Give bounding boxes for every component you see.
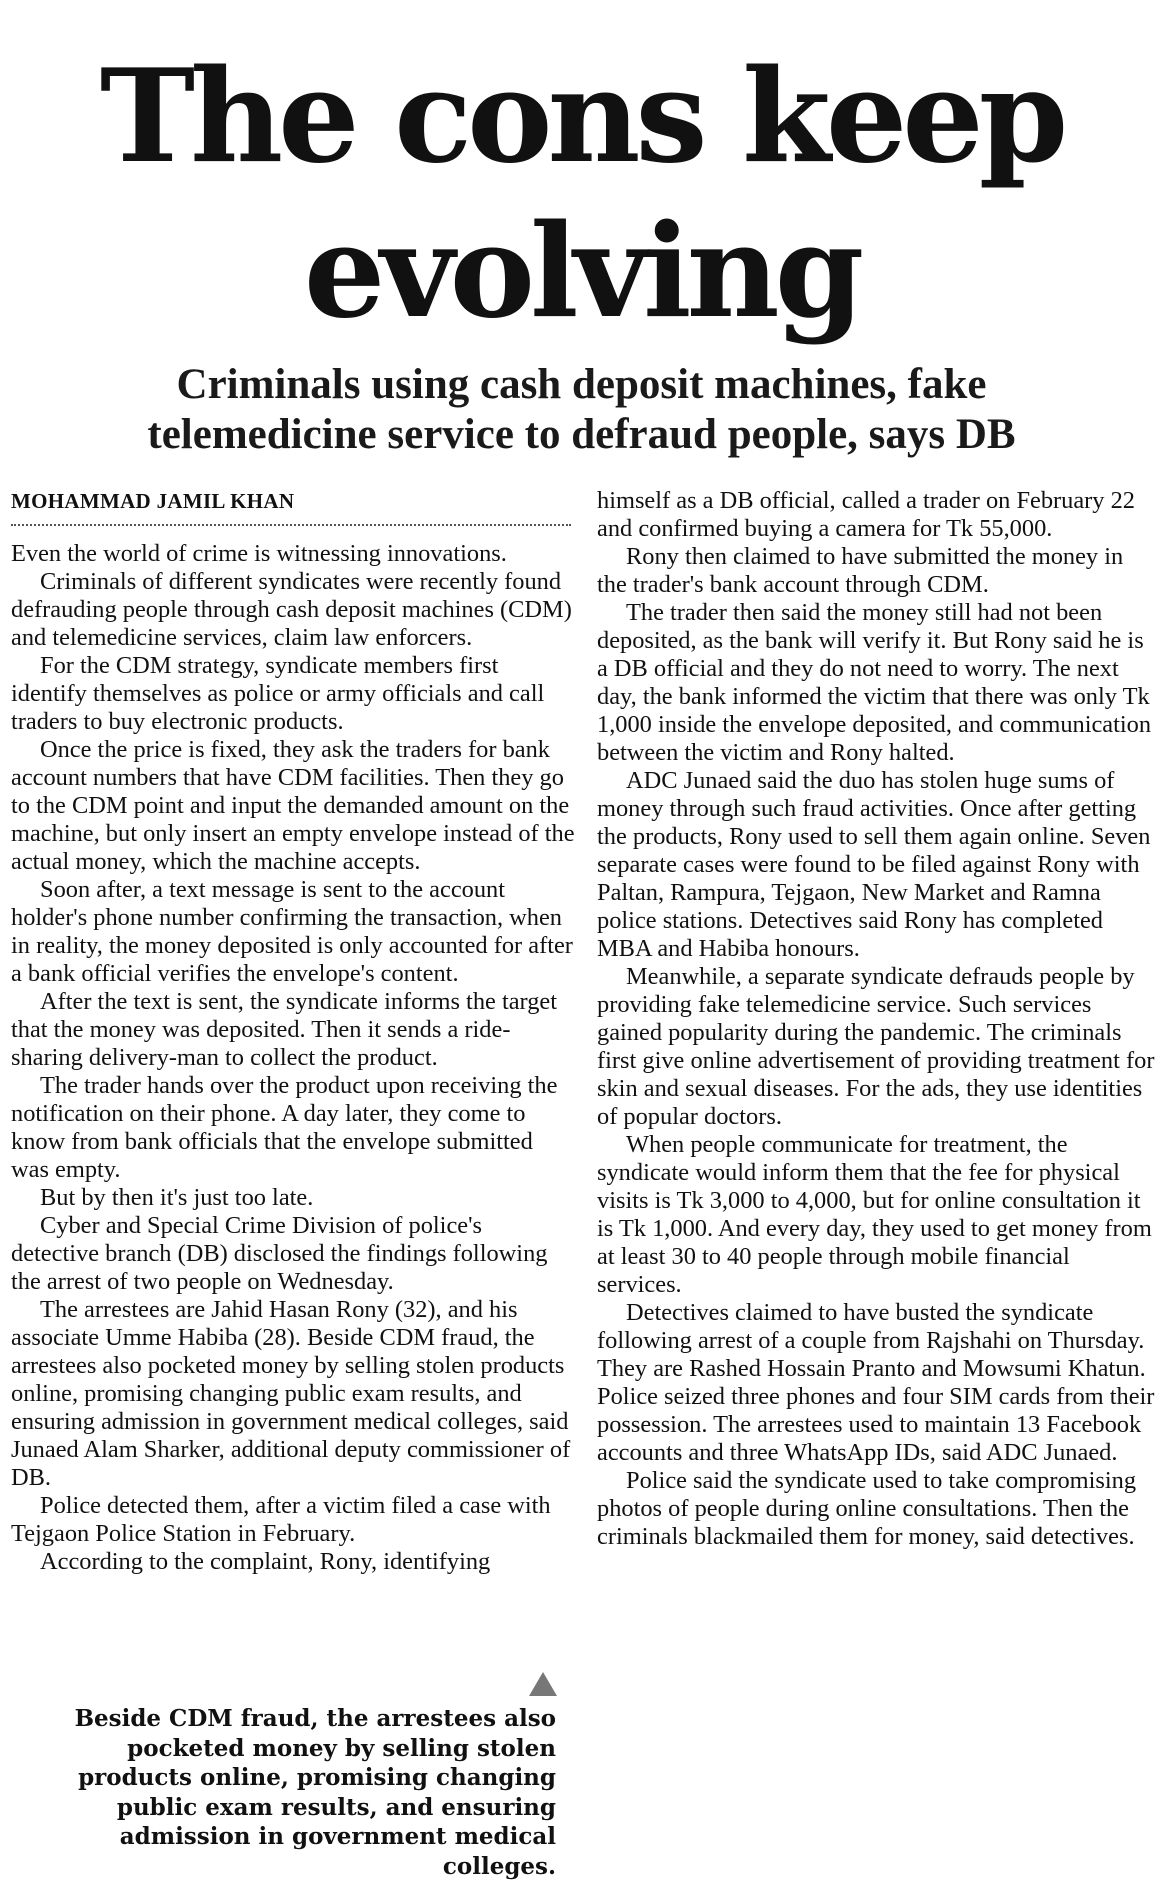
paragraph: According to the complaint, Rony, identifying (40, 1548, 491, 1575)
paragraph: The trader hands over the product upon receiving the notification on their phone. A day later, they come to know from bank officials that the envelope submitted was empty. (11, 1072, 558, 1183)
pull-quote: Beside CDM fraud, the arrestees also pocketed money by selling stolen products online, promising changing public exam results, and ensuring admission in government medical colleges. (74, 1705, 556, 1880)
article-column-right (597, 487, 1157, 1551)
triangle-up-icon (529, 1672, 557, 1696)
headline-line-1: The cons keep (99, 42, 1064, 192)
paragraph: Even the world of crime is witnessing innovations. (11, 540, 507, 567)
paragraph: But by then it's just too late. (40, 1184, 314, 1211)
paragraph: Cyber and Special Crime Division of police's detective branch (DB) disclosed the findings following the arrest of two people on Wednesday. (11, 1212, 548, 1295)
byline: MOHAMMAD JAMIL KHAN (11, 489, 295, 513)
byline-divider (11, 524, 571, 526)
paragraph: After the text is sent, the syndicate informs the target that the money was deposited. Then it sends a ride-sharing delivery-man to collect the product. (11, 988, 558, 1071)
paragraph: Rony then claimed to have submitted the money in the trader's bank account through CDM. (597, 543, 1124, 598)
article-column-left (11, 540, 576, 1576)
headline (0, 40, 1163, 350)
paragraph: Soon after, a text message is sent to the account holder's phone number confirming the transaction, when in reality, the money deposited is only accounted for after a bank official verifies the envelope's content. (11, 876, 573, 987)
paragraph: Once the price is fixed, they ask the traders for bank account numbers that have CDM facilities. Then they go to the CDM point and input the demanded amount on the machine, but only insert an empty envelope instead of the actual money, which the machine accepts. (11, 736, 575, 875)
paragraph: The trader then said the money still had not been deposited, as the bank will verify it. But Rony said he is a DB official and they do not need to worry. The next day, the bank informed the victim that there was only Tk 1,000 inside the envelope deposited, and communication between the victim and Rony halted. (597, 599, 1152, 766)
subheadline-line-1: Criminals using cash deposit machines, fake (176, 361, 987, 408)
paragraph: The arrestees are Jahid Hasan Rony (32), and his associate Umme Habiba (28). Beside CDM fraud, the arrestees also pocketed money by selling stolen products online, promising changing public exam results, and ensuring admission in government medical colleges, said Junaed Alam Sharker, additional deputy commissioner of DB. (11, 1296, 571, 1491)
subheadline-line-2: telemedicine service to defraud people, says DB (147, 411, 1016, 458)
paragraph: For the CDM strategy, syndicate members first identify themselves as police or army officials and call traders to buy electronic products. (11, 652, 545, 735)
paragraph: Police detected them, after a victim filed a case with Tejgaon Police Station in February. (11, 1492, 551, 1547)
paragraph: ADC Junaed said the duo has stolen huge sums of money through such fraud activities. Once after getting the products, Rony used to sell them again online. Seven separate cases were found to be filed against Rony with Paltan, Rampura, Tejgaon, New Market and Ramna police stations. Detectives said Rony has completed MBA and Habiba honours. (597, 767, 1151, 962)
paragraph: Detectives claimed to have busted the syndicate following arrest of a couple from Rajshahi on Thursday. They are Rashed Hossain Pranto and Mowsumi Khatun. Police seized three phones and four SIM cards from their possession. The arrestees used to maintain 13 Facebook accounts and three WhatsApp IDs, said ADC Junaed. (597, 1299, 1155, 1466)
headline-line-2: evolving (303, 197, 860, 347)
paragraph: Criminals of different syndicates were recently found defrauding people through cash deposit machines (CDM) and telemedicine services, claim law enforcers. (11, 568, 572, 651)
paragraph: Meanwhile, a separate syndicate defrauds people by providing fake telemedicine service. Such services gained popularity during the pandemic. The criminals first give online advertisement of providing treatment for skin and sexual diseases. For the ads, they use identities of popular doctors. (597, 963, 1155, 1130)
paragraph: Police said the syndicate used to take compromising photos of people during online consultations. Then the criminals blackmailed them for money, said detectives. (597, 1467, 1137, 1550)
paragraph: When people communicate for treatment, the syndicate would inform them that the fee for physical visits is Tk 3,000 to 4,000, but for online consultation it is Tk 1,000. And every day, they used to get money from at least 30 to 40 people through mobile financial services. (597, 1131, 1152, 1298)
paragraph: himself as a DB official, called a trader on February 22 and confirmed buying a camera for Tk 55,000. (597, 487, 1135, 542)
subheadline (0, 360, 1163, 460)
